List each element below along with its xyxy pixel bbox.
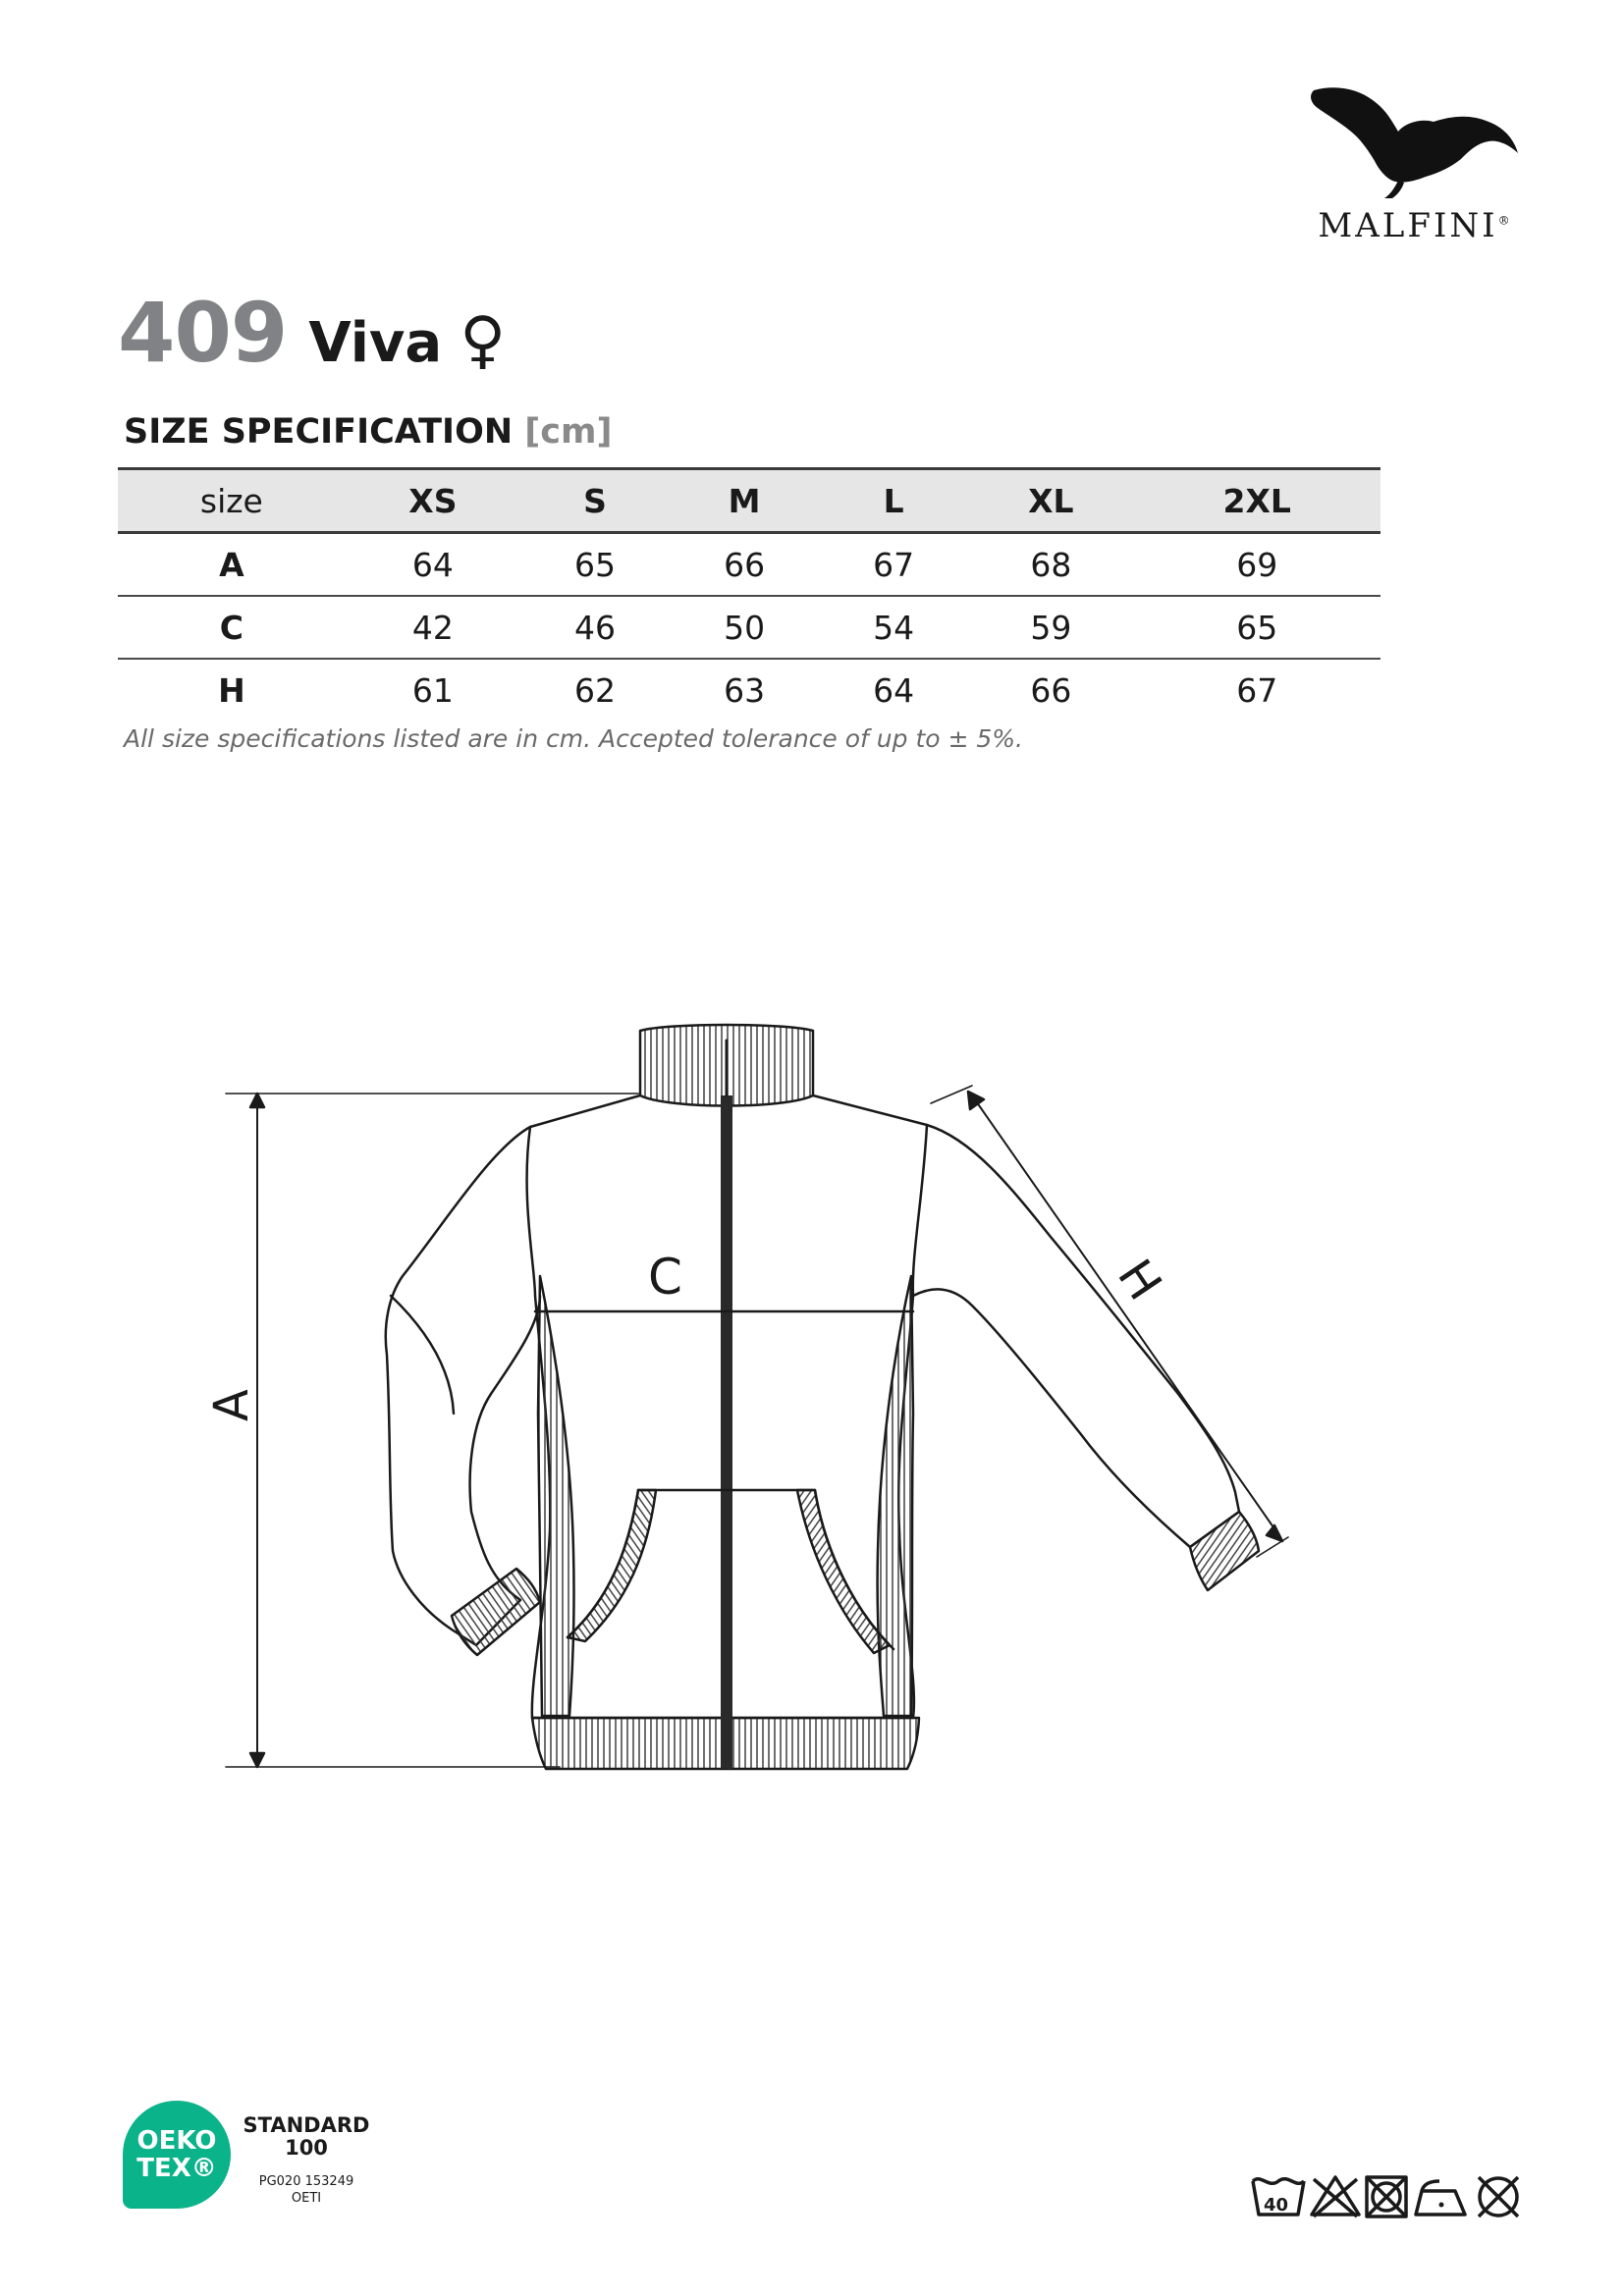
oeko-tex-badge bbox=[123, 2101, 378, 2218]
table-row bbox=[118, 659, 1380, 721]
table-header-cell: M bbox=[670, 469, 819, 533]
table-cell: 65 bbox=[1134, 596, 1380, 659]
iron-low-icon bbox=[1416, 2181, 1465, 2215]
table-cell: 67 bbox=[819, 533, 968, 597]
table-cell: 54 bbox=[819, 596, 968, 659]
footnote: All size specifications listed are in cm. Accepted tolerance of up to ± 5%. bbox=[124, 724, 1024, 753]
oeko-institute: OETI bbox=[291, 2191, 322, 2206]
oeko-standard-number: 100 bbox=[285, 2136, 328, 2160]
oeko-line1: OEKO bbox=[136, 2126, 217, 2156]
table-header-cell: S bbox=[520, 469, 670, 533]
table-cell: 64 bbox=[873, 670, 915, 710]
table-cell: 46 bbox=[520, 596, 670, 659]
row-label: H bbox=[218, 670, 245, 710]
table-cell: 66 bbox=[670, 533, 819, 597]
wash-temp: 40 bbox=[1264, 2195, 1289, 2216]
size-table bbox=[118, 467, 1380, 721]
no-tumble-dry-icon bbox=[1367, 2177, 1406, 2216]
row-label: C bbox=[118, 596, 346, 659]
table-cell: 65 bbox=[520, 533, 670, 597]
table-cell: 61 bbox=[411, 670, 454, 710]
section-heading bbox=[124, 412, 613, 452]
dimension-label-c: C bbox=[648, 1249, 682, 1306]
table-cell: 64 bbox=[346, 533, 520, 597]
section-title: SIZE SPECIFICATION bbox=[124, 412, 514, 452]
eagle-logo-icon bbox=[1296, 79, 1532, 216]
dimension-label-h: H bbox=[1107, 1250, 1172, 1310]
table-header-cell: XS bbox=[346, 469, 520, 533]
dimension-label-a: A bbox=[204, 1389, 259, 1421]
no-bleach-icon bbox=[1312, 2177, 1359, 2216]
brand-logo bbox=[1296, 79, 1532, 255]
product-number: 409 bbox=[118, 285, 288, 381]
brand-name: MALFINI® bbox=[1318, 206, 1510, 245]
wash-40-icon bbox=[1253, 2179, 1304, 2216]
product-title bbox=[118, 285, 507, 381]
table-header-cell: XL bbox=[968, 469, 1133, 533]
table-header-row bbox=[118, 469, 1380, 533]
section-unit: [cm] bbox=[524, 412, 613, 452]
table-cell: 63 bbox=[724, 670, 766, 710]
table-cell: 59 bbox=[968, 596, 1133, 659]
table-cell: 42 bbox=[346, 596, 520, 659]
care-symbols bbox=[1247, 2169, 1551, 2228]
table-cell: 69 bbox=[1134, 533, 1380, 597]
oeko-cert-code: PG020 153249 bbox=[258, 2174, 354, 2189]
table-cell: 66 bbox=[1030, 670, 1072, 710]
oeko-standard bbox=[243, 2114, 370, 2160]
table-header-cell: size bbox=[118, 469, 346, 533]
row-label: A bbox=[118, 533, 346, 597]
table-cell: 62 bbox=[574, 670, 616, 710]
table-header-cell: L bbox=[819, 469, 968, 533]
table-cell: 68 bbox=[968, 533, 1133, 597]
no-dry-clean-icon bbox=[1479, 2177, 1518, 2216]
table-row bbox=[118, 533, 1380, 597]
female-icon: ♀ bbox=[460, 304, 507, 377]
oeko-standard-label: STANDARD bbox=[243, 2113, 370, 2137]
oeko-code bbox=[243, 2173, 370, 2207]
table-row bbox=[118, 596, 1380, 659]
jacket-technical-drawing bbox=[196, 1001, 1424, 1806]
table-cell: 67 bbox=[1236, 670, 1278, 710]
oeko-line2: TEX® bbox=[136, 2154, 217, 2183]
table-header-cell: 2XL bbox=[1134, 469, 1380, 533]
table-cell: 50 bbox=[670, 596, 819, 659]
jacket-drawing-icon bbox=[196, 1001, 1424, 1806]
product-name: Viva bbox=[308, 311, 443, 375]
oeko-tex-logo bbox=[123, 2101, 231, 2209]
